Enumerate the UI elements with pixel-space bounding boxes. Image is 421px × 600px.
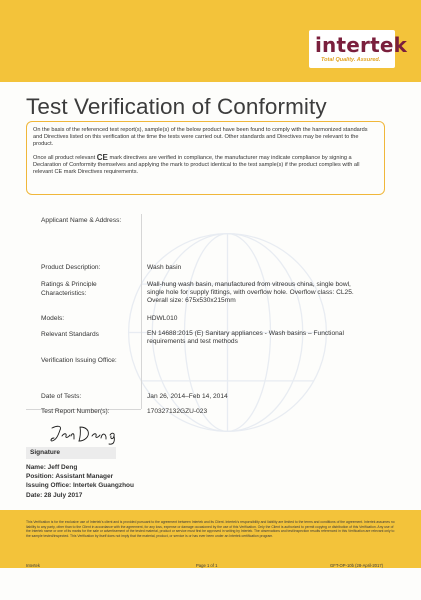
logo-wordmark: intertek xyxy=(315,33,408,57)
product-description-value: Wash basin xyxy=(147,264,182,271)
intertek-logo xyxy=(309,30,408,68)
models-value: HDWL010 xyxy=(147,315,178,322)
standards-value-line-1: EN 14688:2015 (E) Sanitary appliances - Wash basins – Functional xyxy=(147,330,344,337)
footer-form-code: GFT-OP-10b (28-April-2017) xyxy=(330,563,384,568)
applicant-label: Applicant Name & Address: xyxy=(41,217,122,224)
ce-mark-icon: CE xyxy=(96,152,108,162)
ratings-label-line-2: Characteristics: xyxy=(41,290,87,297)
intro-paragraph-2 xyxy=(33,154,378,177)
signatory-details xyxy=(26,463,134,500)
intro-paragraph-2-end: mark directives are verified in compliance, the manufacturer may indicate compliance by signing a Declaration of Conformity themselves and applying the mark to product identical to the test sample(s) if the product complies with all relevant CE mark Directives requirements. xyxy=(33,154,360,176)
models-label: Models: xyxy=(41,315,65,322)
intro-paragraph-2-start: Once all product relevant xyxy=(33,154,96,161)
signatory-name: Name: Jeff Deng xyxy=(26,464,78,471)
date-of-tests-label: Date of Tests: xyxy=(41,393,82,400)
field-divider-vertical xyxy=(141,214,142,409)
logo-tagline: Total Quality. Assured. xyxy=(321,57,381,63)
ratings-value-line-1: Wall-hung wash basin, manufactured from vitreous china, single bowl, xyxy=(147,281,351,288)
handwritten-signature xyxy=(48,422,138,446)
ratings-label-line-1: Ratings & Principle xyxy=(41,281,97,288)
date-of-tests-value: Jan 26, 2014–Feb 14, 2014 xyxy=(147,393,228,400)
standards-value-line-2: requirements and test methods xyxy=(147,338,238,345)
intro-box xyxy=(26,121,385,195)
report-number-value: 170327132GZU-023 xyxy=(147,408,208,415)
product-description-label: Product Description: xyxy=(41,264,101,271)
footer-page-number: Page 1 of 1 xyxy=(196,563,218,568)
signature-date: Date: 28 July 2017 xyxy=(26,491,83,499)
footer-band xyxy=(0,510,421,568)
report-number-label: Test Report Number(s): xyxy=(41,408,110,415)
standards-label: Relevant Standards xyxy=(41,331,99,338)
intro-paragraph-1: On the basis of the referenced test report(s), sample(s) of the below product have been found to comply with the harmonized standards and Directives listed on this verification at the time the tests were carried out. Other standards and Directives may be relevant to the product. xyxy=(33,127,368,148)
signatory-position: Position: Assistant Manager xyxy=(26,473,114,481)
footer-company: Intertek xyxy=(26,563,40,568)
ratings-value-line-3: Overall size: 675x530x215mm xyxy=(147,297,236,304)
signature-heading: Signature xyxy=(26,447,116,459)
footer-disclaimer: This Verification is for the exclusive use of Intertek's client and is provided pursuant to the agreement between Intertek and its Client. Intertek's responsibility and liability are limited to the terms and conditions of the agreement. Intertek assumes no liability to any party, other than to the Client in accordance with the agreement, for any loss, expense or damage occasioned by the use of this Verification. Only the Client is authorized to permit copying or distribution of this Verification. Any use of the Intertek name or one of its marks for the sale or advertisement of the tested material, product or service must first be approved in writing by Intertek. The observations and test/inspection results referenced in this Verification are relevant only to the sample tested/inspected. This Verification by itself does not imply that the material, product, or service is or has ever been under an Intertek certification program. xyxy=(26,520,395,538)
issuing-office-label: Verification Issuing Office: xyxy=(41,357,117,364)
page-title: Test Verification of Conformity xyxy=(26,94,327,119)
signatory-office: Issuing Office: Intertek Guangzhou xyxy=(26,482,134,490)
ratings-value-line-2: single hole for supply fittings, with overflow hole. Overflow class: CL25. xyxy=(147,289,354,296)
